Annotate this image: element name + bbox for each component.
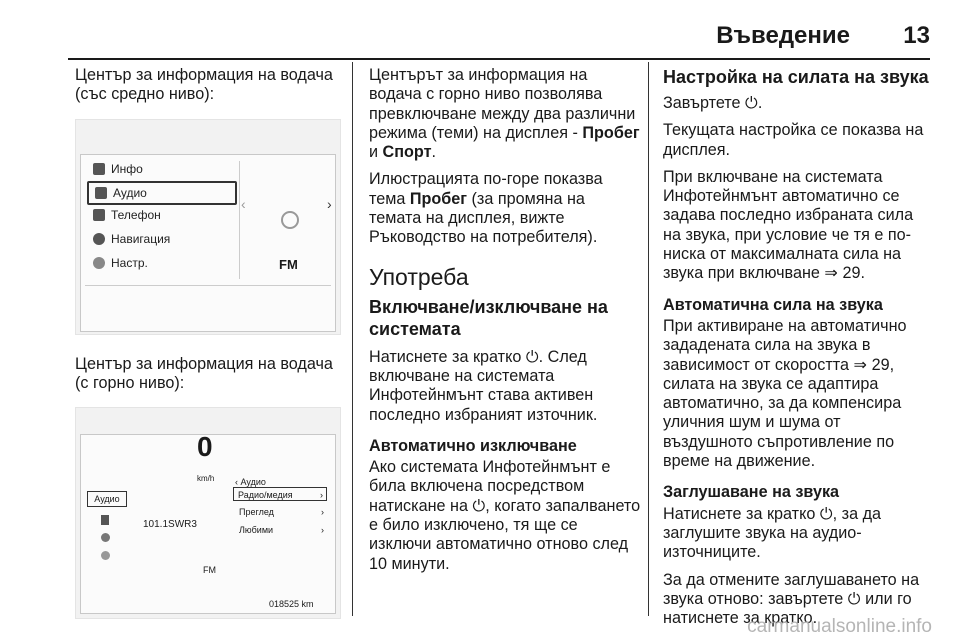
menu-item-favourites: Любими › [239, 525, 324, 536]
page-number: 13 [903, 22, 930, 49]
column-1 [75, 66, 343, 619]
menu-item-info: Инфо [93, 159, 143, 179]
caption-mid-level: Център за информация на водача (със средно ниво): [75, 66, 333, 104]
heading-usage: Употреба [369, 263, 469, 290]
globe-icon [93, 233, 105, 245]
column-divider-2 [648, 62, 649, 616]
paragraph-auto-off: Ако системата Инфотейнмънт е била включена посредством натискане на ⏻, когато запалването е било изключено, тя ще се изключи автоматично отново след 10 минути. [369, 458, 641, 573]
display-screen [80, 431, 336, 614]
display-screen [80, 154, 336, 332]
column-3 [663, 66, 931, 636]
menu-item-radio-media: Радио/медия › [233, 487, 327, 501]
menu-item-navigation: Навигация [93, 229, 170, 249]
speed-unit: km/h [197, 474, 215, 484]
gear-icon [101, 551, 110, 560]
paragraph-unmute: За да отмените заглушаването на звука отново: завъртете ⏻ или го натиснете за кратко. [663, 570, 920, 628]
heading-auto-off: Автоматично изключване [369, 436, 577, 455]
paragraph-startup-volume: При включване на системата Инфотейнмънт автоматично се задава последно избраната сила на звука, при условие че тя е по-ниска от максималната сила на звука при включване ⇒ 29. [663, 167, 914, 283]
menu-list [85, 159, 237, 281]
chevron-right-icon: › [327, 195, 332, 212]
left-menu-audio: Аудио [87, 491, 127, 507]
chevron-left-icon: ‹ [241, 195, 246, 212]
header-title: Въведение [716, 22, 850, 49]
gear-icon [93, 257, 105, 269]
paragraph-auto-volume: При активиране на автоматично зададената сила на звука в зависимост от скоростта ⇒ 29, силата на звука се адаптира автоматично, за да компенсира уличния шум и шума от въздушното съпротивление по време на движение. [663, 316, 907, 471]
radio-icon [281, 211, 299, 229]
menu-item-browse: Преглед › [239, 507, 324, 518]
music-icon [95, 187, 107, 199]
source-label: FM [279, 256, 298, 272]
heading-volume: Настройка на силата на звука [663, 67, 929, 87]
watermark: carmanualsonline.info [747, 616, 932, 637]
caption-upper-level: Център за информация на водача (с горно ниво): [75, 354, 333, 392]
menu-item-audio: Аудио [87, 181, 237, 205]
globe-icon [101, 533, 110, 542]
menu-item-settings: Настр. [93, 253, 148, 273]
column-2 [369, 66, 641, 582]
header-rule [68, 58, 930, 60]
audio-menu-title: ‹ Аудио [235, 477, 266, 488]
paragraph-rotate: Завъртете ⏻. [663, 94, 763, 112]
info-icon [93, 163, 105, 175]
heading-on-off: Включване/изключване на системата [369, 296, 608, 339]
figure-upper-level-display [75, 407, 341, 619]
heading-mute: Заглушаване на звука [663, 483, 840, 502]
paragraph-current-setting: Текущата настройка се показва на дисплея. [663, 121, 924, 159]
paragraph-themes: Центърът за информация на водача с горно ниво позволява превключване между два различни режима (теми) на дисплея - Пробег и Спорт. [369, 66, 640, 162]
paragraph-illustration: Илюстрацията по-горе показва тема Пробег (за промяна на темата на дисплея, вижте Ръководство на потребителя). [369, 170, 603, 247]
heading-auto-volume: Автоматична сила на звука [663, 295, 883, 314]
paragraph-on-off: Натиснете за кратко ⏻. След включване на системата Инфотейнмънт става активен последно избраният източник. [369, 347, 598, 424]
figure-mid-level-display [75, 119, 341, 335]
band-label: FM [203, 565, 216, 576]
phone-icon [101, 515, 109, 525]
paragraph-mute: Натиснете за кратко ⏻, за да заглушите звука на аудио-източниците. [663, 504, 882, 562]
odometer: 018525 km [269, 599, 314, 610]
phone-icon [93, 209, 105, 221]
menu-item-phone: Телефон [93, 205, 161, 225]
column-divider-1 [352, 62, 353, 616]
speed-readout: 0 [197, 431, 213, 463]
station-name: 101.1SWR3 [143, 519, 197, 531]
